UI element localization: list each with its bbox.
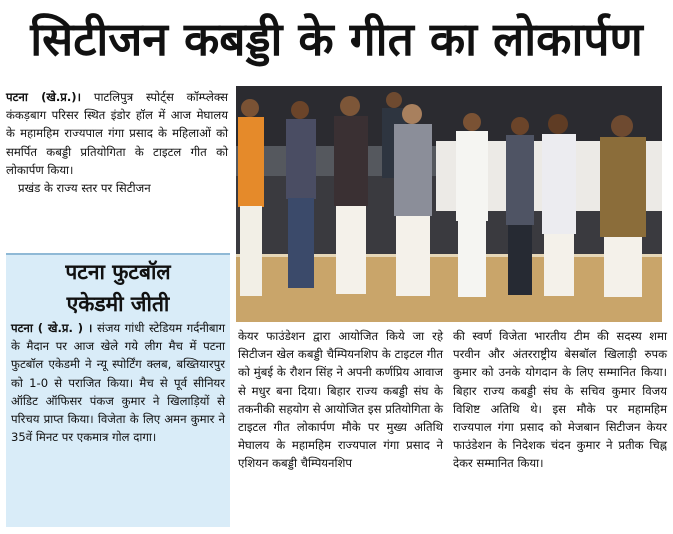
group-photo-illustration <box>236 86 662 322</box>
article-right-text: की स्वर्ण विजेता भारतीय टीम की सदस्य शमा परवीन और अंतरराष्ट्रीय बेसबॉल खिलाड़ी रुपक कुमार को उनके योगदान के लिए सम्मानित किया। बिहार राज्य कबड्डी संघ के सचिव कुमार विजय विशिष्ट अतिथि थे। इस मौके पर महामहिम राज्यपाल गंगा प्रसाद को मेजबान सिटीजन केयर फाउंडेशन के निदेशक चंदन कुमार ने प्रतीक चिह्न देकर सम्मानित किया। <box>453 329 667 471</box>
article-intro-continued: प्रखंड के राज्य स्तर पर सिटीजन <box>18 181 151 196</box>
sidebar-title-line1: पटना फुटबॉल <box>65 260 171 284</box>
headline: सिटीजन कबड्डी के गीत का लोकार्पण <box>30 12 643 66</box>
sidebar-dateline: पटना ( खे.प्र. ) । <box>11 321 93 335</box>
news-photo <box>236 86 662 322</box>
article-intro <box>6 88 228 197</box>
article-column-middle <box>238 327 443 473</box>
article-intro-text: पाटलिपुत्र स्पोर्ट्स कॉम्प्लेक्स कंकड़बाग परिसर स्थित इंडोर हॉल में आज मेघालय के महामहिम राज्यपाल गंगा प्रसाद के महिलाओं को समर्पित कबड्डी प्रतियोगिता के टाइटल गीत को लोकार्पण किया। <box>6 90 228 177</box>
sidebar-title-line2: एकेडमी जीती <box>66 292 170 316</box>
sidebar-text: संजय गांधी स्टेडियम गर्दनीबाग के मैदान पर आज खेले गये लीग मैच में पटना फुटबॉल एकेडमी ने न्यू स्पोर्टिंग क्लब, बख्तियारपुर को 1-0 से पराजित किया। मैच से पूर्व सीनियर ऑडिट ऑफिसर पंकज कुमार ने खिलाड़ियों से परिचय प्राप्त किया। विजेता के लिए अमन कुमार ने 35वें मिनट पर एकमात्र गोल दागा। <box>11 321 225 445</box>
sidebar-body <box>6 319 230 446</box>
article-middle-text: केयर फाउंडेशन द्वारा आयोजित किये जा रहे सिटीजन खेल कबड्डी चैम्पियनशिप के टाइटल गीत को मुंबई के रौशन सिंह ने अपनी कर्णप्रिय आवाज से मधुर बना दिया। बिहार राज्य कबड्डी संघ के तकनीकी सहयोग से आयोजित इस प्रतियोगिता के टाइटल गीत लोकार्पण मौके पर मुख्य अतिथि मेघालय के महामहिम राज्यपाल गंगा प्रसाद ने एशियन कबड्डी चैम्पियनशिप <box>238 329 443 471</box>
article-column-right <box>453 327 667 473</box>
sidebar-news-box <box>6 253 230 527</box>
article-dateline: पटना (खे.प्र.)। <box>6 90 81 104</box>
